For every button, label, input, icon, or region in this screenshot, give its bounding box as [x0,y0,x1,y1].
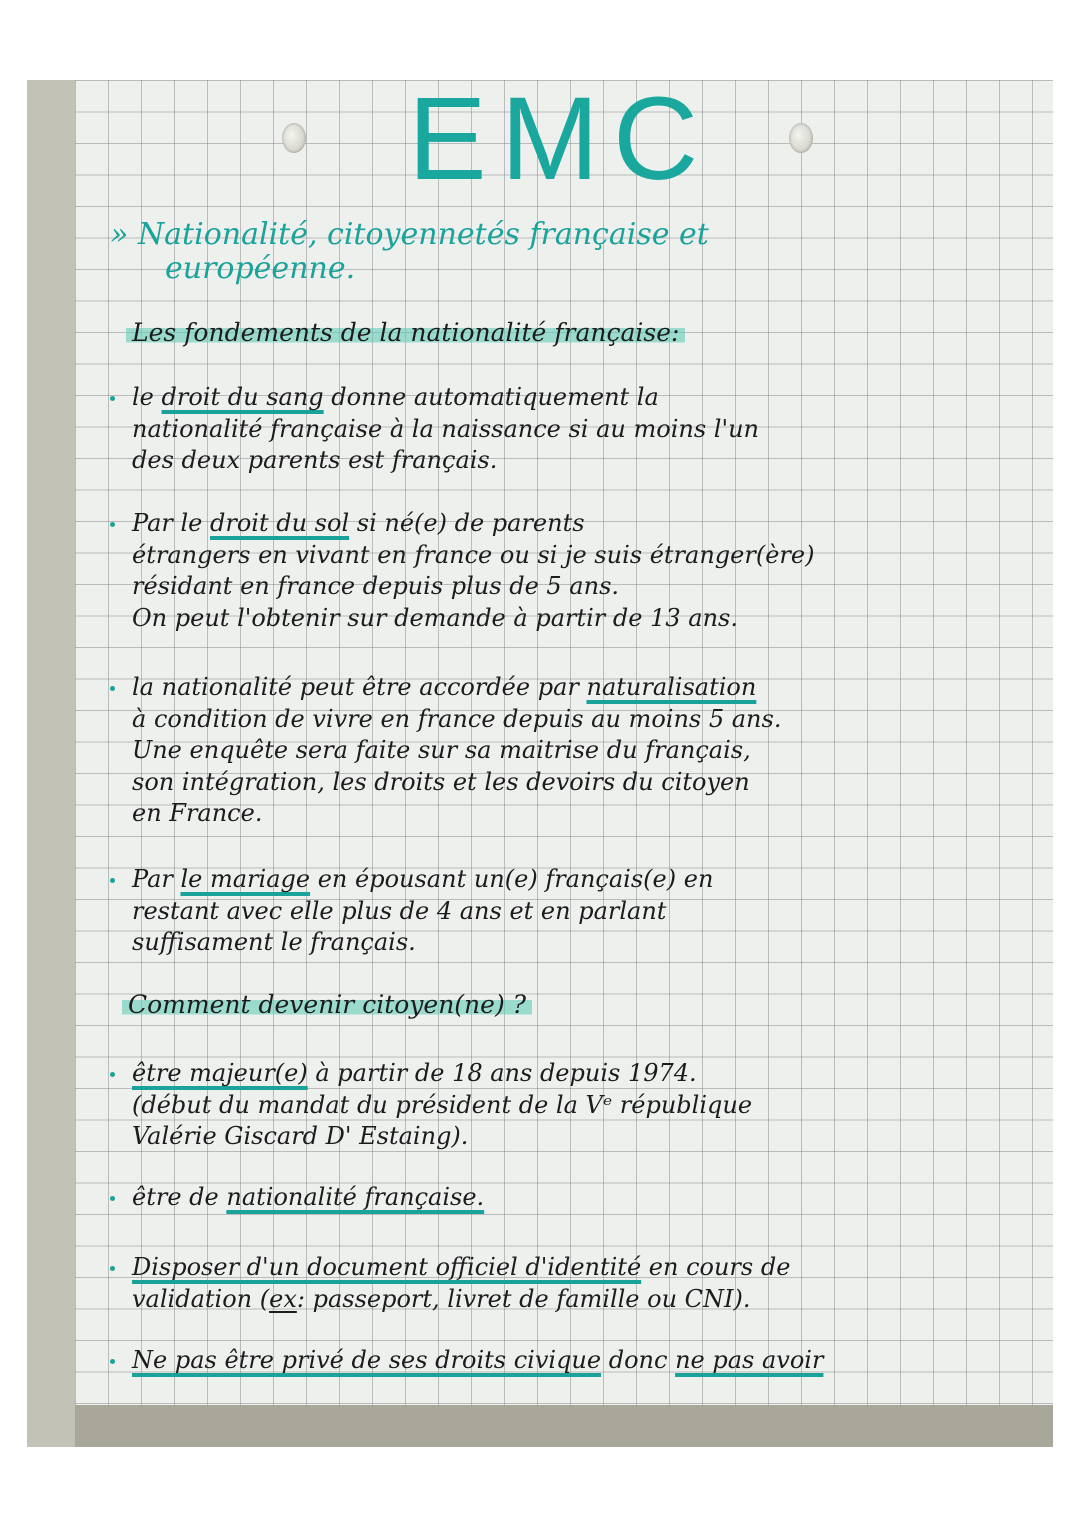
text-line [110,672,990,704]
text-line [110,508,990,540]
list-item-mariage [110,864,990,959]
text-line [110,1252,990,1284]
bullet-icon [110,522,115,527]
punch-hole-left [282,123,306,153]
key-term: nationalité française. [226,1183,485,1211]
bullet-icon [110,686,115,691]
chapter-title-line2: européenne. [165,251,356,286]
text-line: si né(e) de parents [349,509,585,537]
bullet-icon [110,396,115,401]
text-line: en France. [132,799,263,827]
bullet-icon [110,878,115,883]
text-line: suffisament le français. [132,928,416,956]
text-line: à partir de 18 ans depuis 1974. [307,1059,697,1087]
key-term: droit du sol [210,509,350,537]
key-term: le mariage [180,865,311,893]
section-heading-citoyennete: Comment devenir citoyen(ne) ? [122,990,532,1019]
key-term: Disposer d'un document officiel d'identité [132,1253,642,1281]
list-item-droit-du-sol [110,508,990,634]
page-left-margin-shadow [27,80,75,1447]
page-bottom-shadow [75,1405,1053,1447]
text-line: : passeport, livret de famille ou CNI). [296,1284,751,1313]
text-line: résidant en france depuis plus de 5 ans. [132,572,620,600]
text-line: (début du mandat du président de la Vᵉ république [132,1090,753,1119]
text-line [110,1182,990,1214]
text-line: son intégration, les droits et les devoirs du citoyen [132,767,750,796]
text-line: nationalité française à la naissance si au moins l'un [132,414,759,443]
list-item-majeur [110,1058,990,1153]
chapter-title-line1: Nationalité, citoyennetés française et [137,217,709,252]
text-line: Par le [132,509,210,537]
list-item-naturalisation [110,672,990,830]
chevron-marker-icon: » [110,217,129,252]
text-line [110,1284,990,1316]
text-line: donc [601,1346,676,1374]
list-item-document-identite [110,1252,990,1315]
text-line: être de [132,1183,227,1211]
text-line: à condition de vivre en france depuis au moins 5 ans. [132,704,782,733]
list-item-nationalite [110,1182,990,1214]
example-label: ex [269,1284,297,1313]
text-line: validation ( [132,1284,270,1313]
key-term: naturalisation [586,673,757,701]
text-line: étrangers en vivant en france ou si je suis étranger(ère) [132,540,815,569]
key-term: être majeur(e) [132,1059,308,1087]
text-line: restant avec elle plus de 4 ans et en parlant [132,896,667,925]
text-line: Une enquête sera faite sur sa maitrise du français, [132,736,751,764]
text-line [110,382,990,414]
list-item-droit-du-sang [110,382,990,477]
text-line: des deux parents est français. [132,446,498,474]
text-line [110,1058,990,1090]
bullet-icon [110,1359,115,1364]
bullet-icon [110,1266,115,1271]
bullet-icon [110,1072,115,1077]
key-term: droit du sang [161,383,324,411]
text-line: On peut l'obtenir sur demande à partir de 13 ans. [132,603,738,632]
text-line: la nationalité peut être accordée par [132,673,587,701]
punch-hole-right [789,123,813,153]
list-item-droits-civiques [110,1345,990,1377]
key-term: Ne pas être privé de ses droits civique [132,1346,602,1374]
text-line: Par [132,865,181,893]
key-term: ne pas avoir [675,1346,824,1374]
text-line: le [132,383,162,411]
text-line [110,864,990,896]
chapter-title [110,218,830,286]
text-line: donne automatiquement la [323,383,659,411]
page-title: EMC [408,73,713,205]
text-line [110,1345,990,1377]
bullet-icon [110,1196,115,1201]
text-line: en cours de [641,1253,791,1281]
section-heading-fondements: Les fondements de la nationalité française: [126,318,685,347]
text-line: en épousant un(e) français(e) en [310,865,714,893]
text-line: Valérie Giscard D' Estaing). [132,1122,469,1150]
